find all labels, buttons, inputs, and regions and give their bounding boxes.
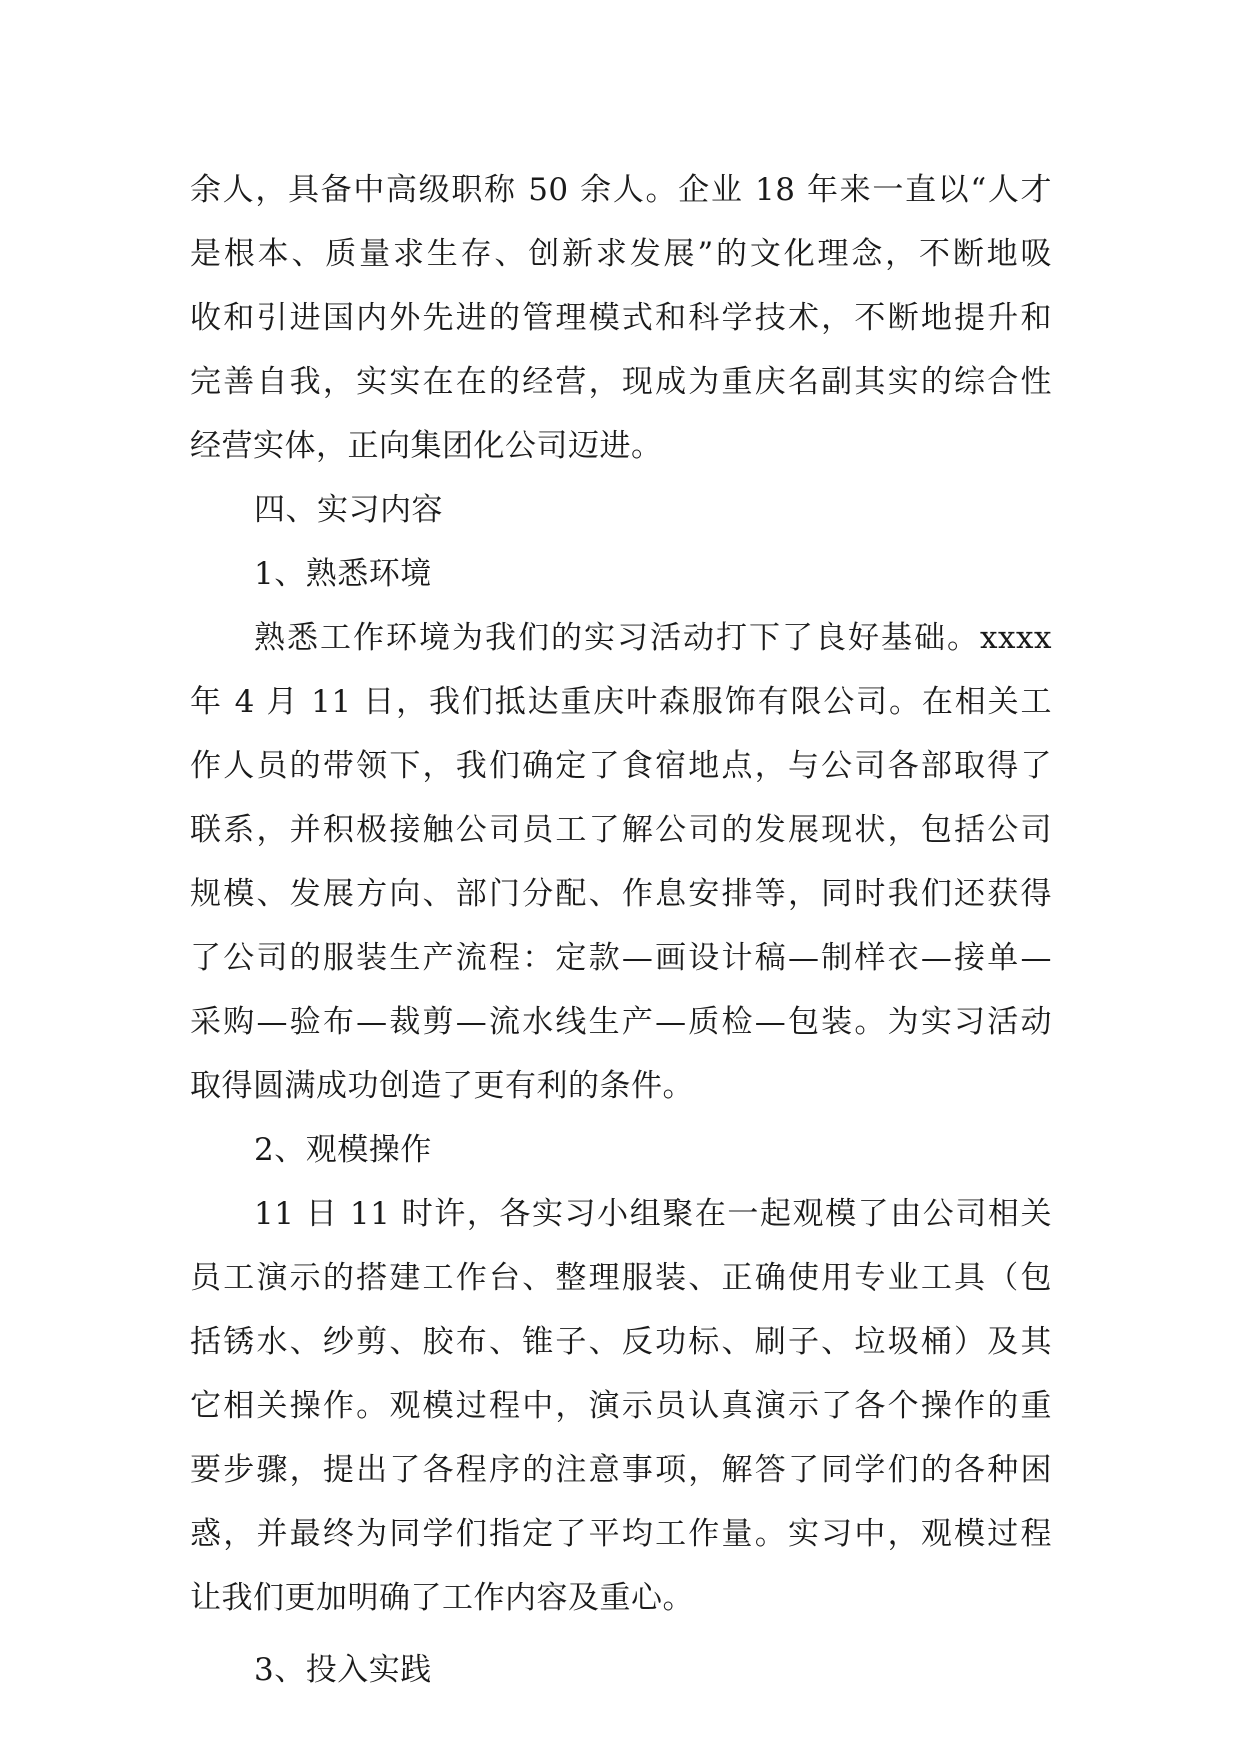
paragraph-line: 余人，具备中高级职称 50 余人。企业 18 年来一直以“人才 <box>190 172 1052 208</box>
paragraph-line: 是根本、质量求生存、创新求发展”的文化理念，不断地吸 <box>190 236 1052 272</box>
paragraph-line: 经营实体，正向集团化公司迈进。 <box>190 428 663 464</box>
paragraph-line: 完善自我，实实在在的经营，现成为重庆名副其实的综合性 <box>190 364 1052 400</box>
paragraph-line: 收和引进国内外先进的管理模式和科学技术，不断地提升和 <box>190 300 1052 336</box>
spacer <box>190 1630 1052 1638</box>
paragraph-line: 11 日 11 时许，各实习小组聚在一起观模了由公司相关 <box>254 1196 1052 1232</box>
paragraph-line: 年 4 月 11 日，我们抵达重庆叶森服饰有限公司。在相关工 <box>190 684 1052 720</box>
paragraph-line: 取得圆满成功创造了更有利的条件。 <box>190 1068 694 1104</box>
paragraph-line: 员工演示的搭建工作台、整理服装、正确使用专业工具（包 <box>190 1260 1052 1296</box>
paragraph-line: 惑，并最终为同学们指定了平均工作量。实习中，观模过程 <box>190 1516 1052 1552</box>
paragraph-line: 了公司的服装生产流程：定款—画设计稿—制样衣—接单— <box>190 940 1052 976</box>
paragraph-line: 它相关操作。观模过程中，演示员认真演示了各个操作的重 <box>190 1388 1052 1424</box>
paragraph-line: 联系，并积极接触公司员工了解公司的发展现状，包括公司 <box>190 812 1052 848</box>
paragraph-line: 规模、发展方向、部门分配、作息安排等，同时我们还获得 <box>190 876 1052 912</box>
subsection-heading: 2、观模操作 <box>254 1132 432 1168</box>
paragraph-line: 作人员的带领下，我们确定了食宿地点，与公司各部取得了 <box>190 748 1052 784</box>
paragraph-line: 熟悉工作环境为我们的实习活动打下了良好基础。xxxx <box>254 620 1052 656</box>
section-heading: 四、实习内容 <box>254 492 443 528</box>
paragraph-line: 采购—验布—裁剪—流水线生产—质检—包装。为实习活动 <box>190 1004 1052 1040</box>
document-body <box>190 158 1052 1702</box>
paragraph-line: 要步骤，提出了各程序的注意事项，解答了同学们的各种困 <box>190 1452 1052 1488</box>
subsection-heading: 1、熟悉环境 <box>254 556 432 592</box>
subsection-heading: 3、投入实践 <box>254 1652 432 1688</box>
paragraph-line: 括锈水、纱剪、胶布、锥子、反功标、刷子、垃圾桶）及其 <box>190 1324 1052 1360</box>
paragraph-line: 让我们更加明确了工作内容及重心。 <box>190 1580 694 1616</box>
